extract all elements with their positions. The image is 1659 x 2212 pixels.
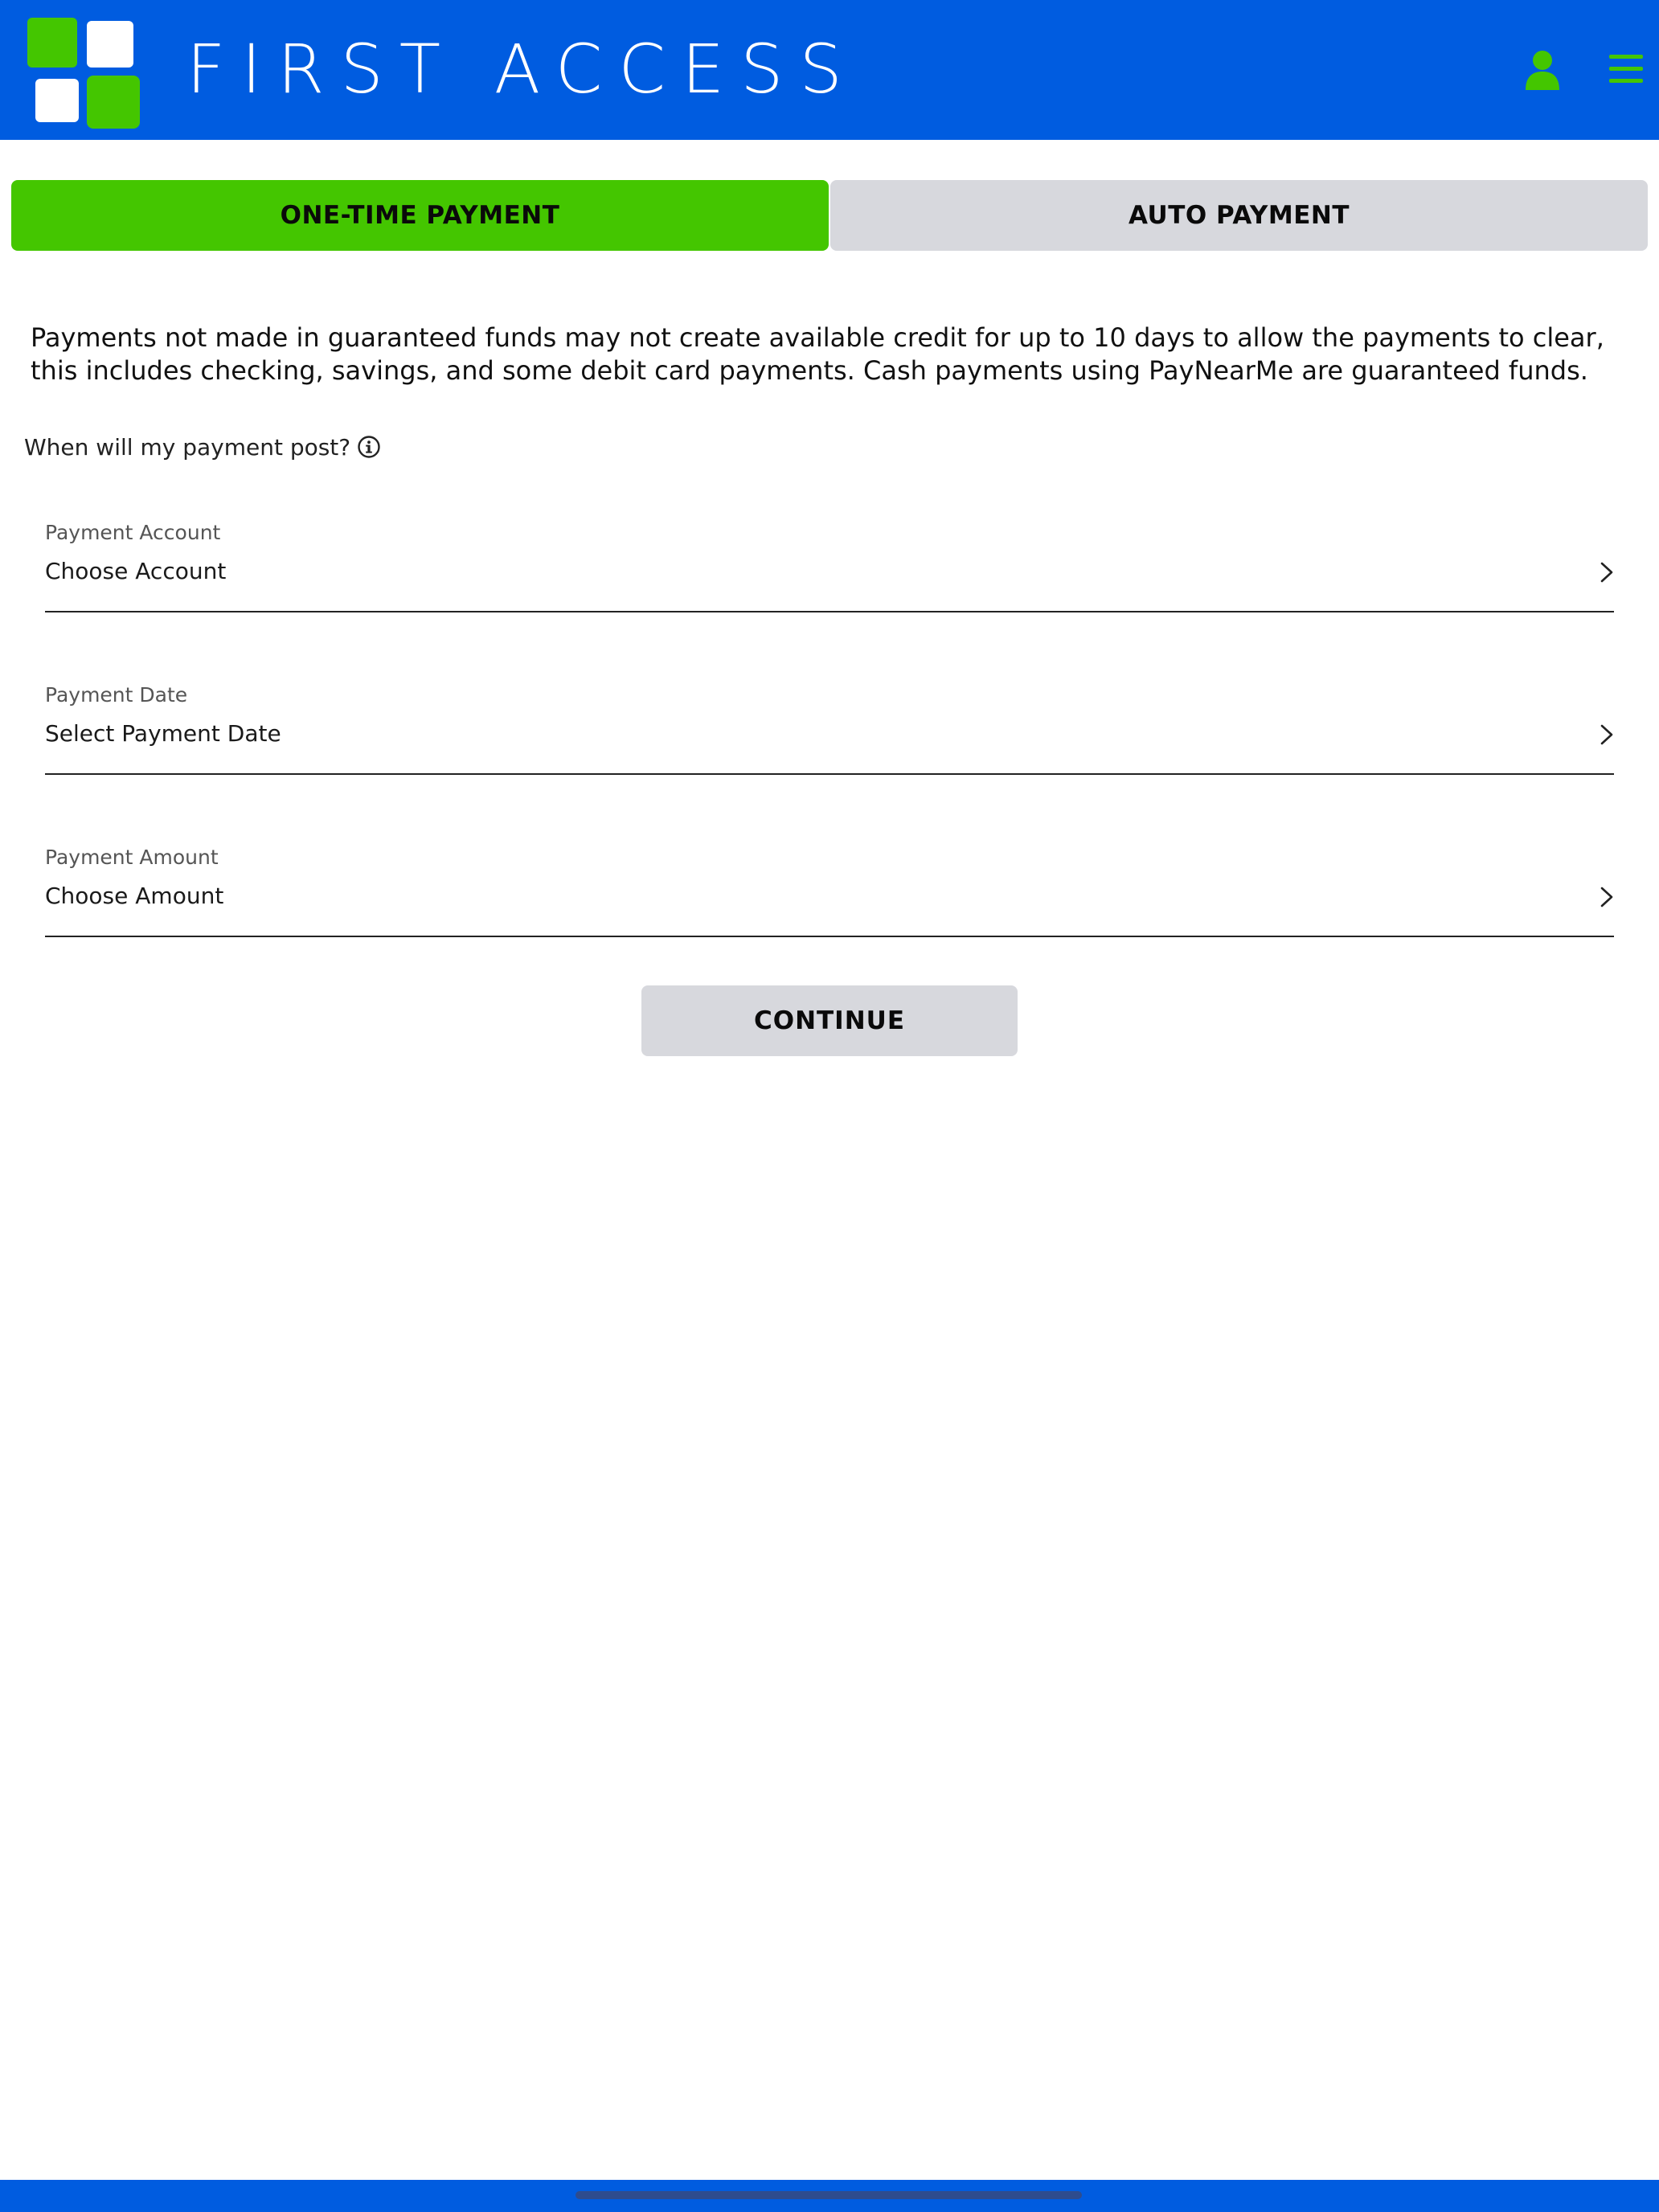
- payment-date-value: Select Payment Date: [45, 720, 281, 747]
- app-header: [0, 0, 1659, 140]
- payment-amount-value: Choose Amount: [45, 883, 224, 909]
- bottom-bar: [0, 2180, 1659, 2212]
- payment-post-info-link[interactable]: [24, 431, 381, 463]
- payment-account-value: Choose Account: [45, 558, 227, 584]
- payment-amount-field[interactable]: [45, 846, 1614, 937]
- chevron-right-icon: [1600, 886, 1614, 908]
- chevron-right-icon: [1600, 723, 1614, 746]
- continue-button-label: CONTINUE: [753, 1006, 906, 1035]
- tab-one-time-payment-label: ONE-TIME PAYMENT: [280, 201, 560, 230]
- brand-name: FIRST ACCESS: [186, 30, 858, 109]
- guaranteed-funds-notice: Payments not made in guaranteed funds may not create available credit for up to 10 days to allow the payments to clear, this includes checking, savings, and some debit card payments. Cash payments using PayNearMe are guaranteed funds.: [31, 322, 1604, 386]
- user-icon[interactable]: [1524, 50, 1561, 90]
- payment-date-field[interactable]: [45, 683, 1614, 775]
- menu-icon[interactable]: [1609, 53, 1643, 85]
- payment-date-label: Payment Date: [45, 683, 188, 707]
- home-indicator[interactable]: [576, 2191, 1082, 2199]
- tab-auto-payment[interactable]: [830, 180, 1648, 251]
- chevron-right-icon: [1600, 561, 1614, 584]
- logo-icon: [27, 18, 140, 129]
- continue-button[interactable]: [641, 985, 1018, 1056]
- tab-one-time-payment[interactable]: [11, 180, 829, 251]
- payment-account-label: Payment Account: [45, 521, 221, 544]
- info-icon[interactable]: [357, 435, 381, 459]
- payment-amount-label: Payment Amount: [45, 846, 219, 869]
- tab-auto-payment-label: AUTO PAYMENT: [1129, 201, 1350, 230]
- payment-account-field[interactable]: [45, 521, 1614, 612]
- payment-post-info-label: When will my payment post?: [24, 433, 351, 461]
